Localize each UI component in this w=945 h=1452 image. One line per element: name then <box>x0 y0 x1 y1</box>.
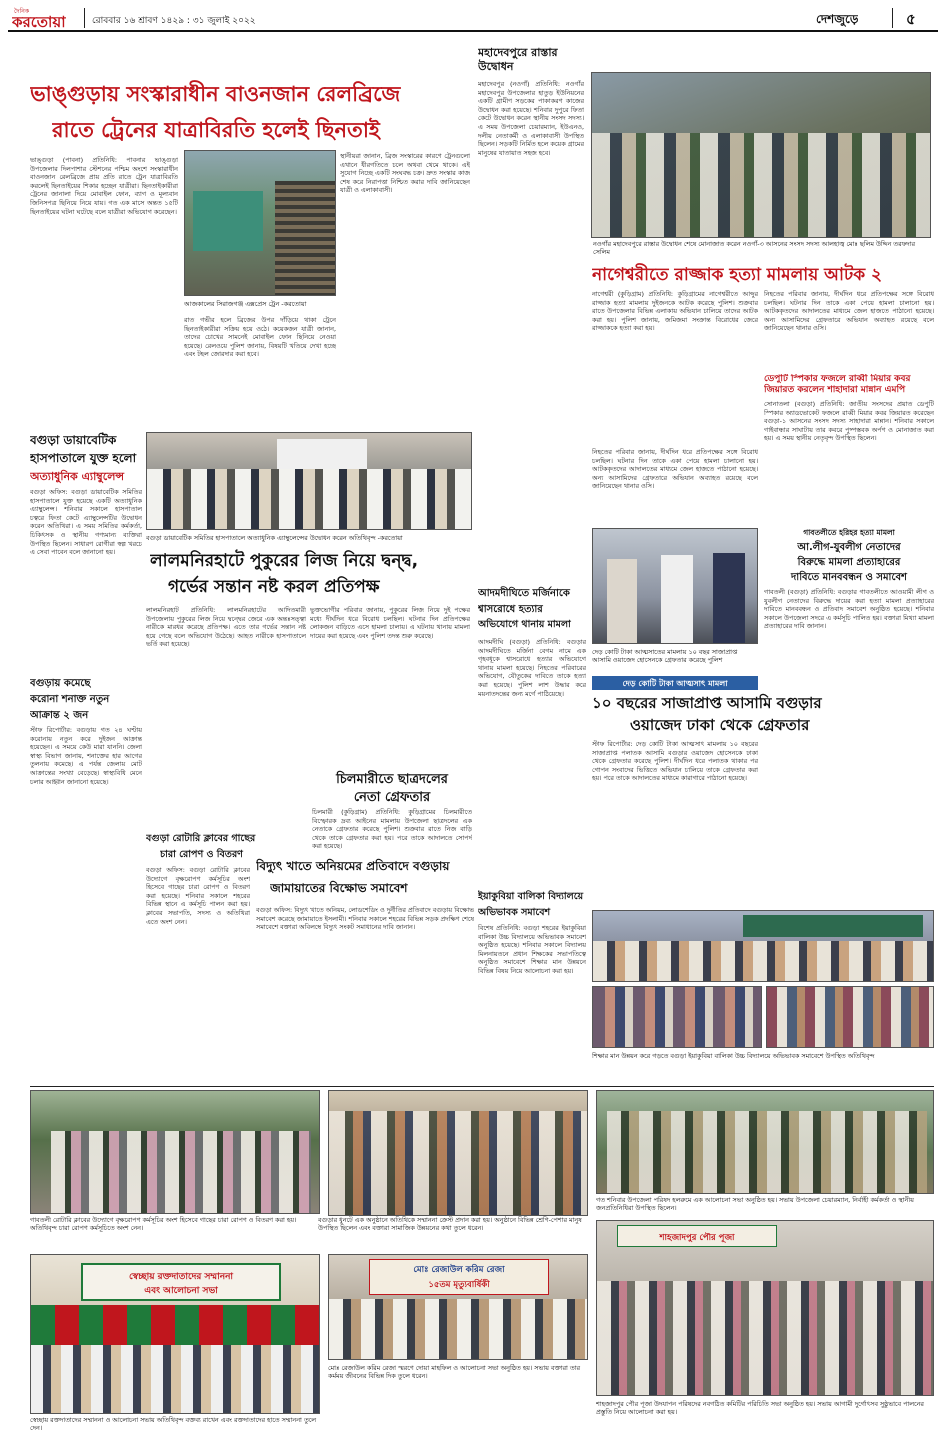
crowd-band <box>592 133 931 238</box>
lalmonirhat-body-2: ভুক্তভোগীর পরিবার জানায়, পুকুরের লিজ নিয়ে দুই পক্ষের মধ্যে দীর্ঘদিন ধরে বিরোধ চলছিল। ঘটনার দিন প্রতিপক্ষের লোকজন বাড়িতে এসে হামলা চালায়। এ ঘটনায় থানায় মামলা দায়ের করা হয়েছে এবং পুলিশ তদন্ত শুরু করেছে। <box>310 606 470 640</box>
adamdighi-headline-3: অভিযোগে থানায় মামলা <box>478 619 571 630</box>
road-photo <box>591 72 931 238</box>
murder-body-2: নিহতের পরিবার জানায়, দীর্ঘদিন ধরে প্রতিপক্ষের সঙ্গে বিরোধ চলছিল। ঘটনার দিন তাকে একা পেয়ে হামলা চালানো হয়। আটককৃতদের আদালতের মাধ্যমে জেল হাজতে পাঠানো হয়েছে। অন্য আসামিদের গ্রেফতারে অভিযান অব্যাহত রয়েছে বলে জানিয়েছেন থানার ওসি। <box>764 290 934 333</box>
arrest-photo <box>592 528 758 644</box>
crest-handover <box>329 1111 588 1216</box>
bottom-photo-2 <box>328 1090 588 1216</box>
lalmonirhat-headline-2: গর্ভের সন্তান নষ্ট করল প্রতিপক্ষ <box>168 577 380 597</box>
murder-body-1-cont: নিহতের পরিবার জানায়, দীর্ঘদিন ধরে প্রতিপক্ষের সঙ্গে বিরোধ চলছিল। ঘটনার দিন তাকে একা পেয়ে হামলা চালানো হয়। আটককৃতদের আদালতের মাধ্যমে জেল হাজতে পাঠানো হয়েছে। অন্য আসামিদের গ্রেফতারে অভিযান অব্যাহত রয়েছে বলে জানিয়েছেন থানার ওসি। <box>592 448 758 491</box>
deputy-headline: ডেপুটি স্পিকার ফজলে রাব্বী মিয়ার কবর জিয়ারত করলেন শাহাদারা মান্নান এমপি <box>764 374 911 395</box>
club-body: বগুড়া অফিস: বগুড়া রোটারি ক্লাবের উদ্যোগে বৃক্ষরোপণ কর্মসূচির অংশ হিসেবে গাছের চারা রোপণ ও বিতরণ করা হয়েছে। শনিবার সকালে শহরের বিভিন্ন স্থানে এ কর্মসূচি পালন করা হয়। ক্লাবের সভাপতি, সদস্য ও অতিথিরা এতে অংশ নেন। <box>146 866 250 926</box>
arrest-headline-1: ১০ বছরের সাজাপ্রাপ্ত আসামি বগুড়ার <box>592 694 822 712</box>
road-body: মহাদেবপুর (নওগাঁ) প্রতিনিধি: নওগাঁর মহাদেবপুর উপজেলার হাতুড় ইউনিয়নের একটি গ্রামীণ সড়কের পাকাকরণ কাজের উদ্বোধন করা হয়েছে। শনিবার দুপুরে ফিতা কেটে উদ্বোধন করেন স্থানীয় সংসদ সদস্য। এ সময় উপজেলা চেয়ারম্যান, ইউএনও, দলীয় নেতাকর্মী ও এলাকাবাসী উপস্থিত ছিলেন। সড়কটি নির্মিত হলে কয়েক গ্রামের মানুষের যাতায়াত সহজ হবে। <box>478 80 584 157</box>
green-red-curtain <box>31 1305 320 1345</box>
stage-guests <box>593 941 934 982</box>
lalmonirhat-body-1: লালমনিরহাট প্রতিনিধি: লালমনিরহাটের আদিতমারী উপজেলায় পুকুরের লিজ নিয়ে দ্বন্দ্বের জেরে এক অন্তঃসত্ত্বা নারীকে মারধর করেছে প্রতিপক্ষ। এতে তার গর্ভের সন্তান নষ্ট হয়ে গেছে বলে অভিযোগ উঠেছে। আহত নারীকে হাসপাতালে ভর্তি করা হয়েছে। <box>146 606 306 649</box>
person-right <box>713 553 745 644</box>
chhatradal-headline-2: নেতা গ্রেফতার <box>353 790 431 805</box>
electricity-headline-1: বিদ্যুৎ খাতে অনিয়মের প্রতিবাদে বগুড়ায় <box>256 859 450 873</box>
arrest-headline-2: ওয়াজেদ ঢাকা থেকে গ্রেফতার <box>630 716 810 734</box>
corona-headline-1: বগুড়ায় কমেছে <box>30 678 91 689</box>
lead-photo-caption: আজকালের সিরাজগঞ্জ এক্সপ্রেস ট্রেন -করতোয়া <box>184 300 307 308</box>
arrest-photo-caption: দেড় কোটি টাকা আত্মসাতের মামলায় ১০ বছর সাজাপ্রাপ্ত আসামি ওয়াজেদ হোসেনকে গ্রেফতার করেছে পুলিশ <box>592 648 738 664</box>
diabetic-headline-3: অত্যাধুনিক এ্যাম্বুলেন্স <box>30 470 125 483</box>
bottom-caption-5: মোঃ রেজাউল করিম রেজা স্মরণে দোয়া মাহফিল ও আলোচনা সভা অনুষ্ঠিত হয়। সভায় বক্তারা তার কর্মময় জীবনের বিভিন্ন দিক তুলে ধরেন। <box>328 1364 581 1380</box>
banner-2-line-1: মোঃ রেজাউল করিম রেজা <box>413 1265 505 1275</box>
road-title: মহাদেবপুরে রাস্তার উদ্বোধন <box>478 46 558 73</box>
road-photo-caption: নওগাঁর মহাদেবপুরে রাস্তার উদ্বোধন শেষে মোনাজাত করেন নওগাঁ-৩ আসনের সংসদ সদস্য আলহাজ্ব মোঃ ছলিম উদ্দিন তরফদার সেলিম <box>593 240 915 256</box>
diabetic-body: বগুড়া অফিস: বগুড়া ডায়াবেটিক সমিতির হাসপাতালে যুক্ত হয়েছে একটি অত্যাধুনিক এ্যাম্বুলেন্স। শনিবার সকালে হাসপাতাল চত্বরে ফিতা কেটে এ্যাম্বুলেন্সটির উদ্বোধন করেন অতিথিরা। এ সময় সমিতির কর্মকর্তা, চিকিৎসক ও স্থানীয় গণ্যমান্য ব্যক্তিরা উপস্থিত ছিলেন। সাধারণ রোগীরা স্বল্প খরচে এ সেবা পাবেন বলে জানানো হয়। <box>30 488 142 557</box>
arrest-band <box>592 676 758 690</box>
lead-body-1: ভাঙ্গুড়া (পাবনা) প্রতিনিধি: পাবনার ভাঙ্গুড়া উপজেলার দিলপাশার স্টেশনের পশ্চিম অংশে সংস্কারাধীন বাওনজান রেলব্রিজে প্রায় প্রতি রাতে ট্রেন যাত্রাবিরতি করলেই ছিনতাইয়ের শিকার হচ্ছেন যাত্রীরা। ছিনতাইকারীরা ট্রেনের জানালা দিয়ে মোবাইল ফোন, ব্যাগ ও মূল্যবান জিনিসপত্র ছিনিয়ে নিয়ে যায়। গত এক মাসে অন্তত ১৫টি ছিনতাইয়ের ঘটনা ঘটেছে বলে যাত্রীরা অভিযোগ করেছেন। <box>30 156 178 216</box>
arrest-body: স্টাফ রিপোর্টার: দেড় কোটি টাকা আত্মসাৎ মামলায় ১০ বছরের সাজাপ্রাপ্ত পলাতক আসামি বগুড়ার ওয়াজেদ হোসেনকে ঢাকা থেকে গ্রেফতার করেছে পুলিশ। দীর্ঘদিন ধরে পলাতক থাকার পর গোপন সংবাদের ভিত্তিতে অভিযান চালিয়ে তাকে গ্রেফতার করা হয়। পরে তাকে আদালতের মাধ্যমে কারাগারে পাঠানো হয়েছে। <box>592 740 758 783</box>
section-divider <box>892 8 893 28</box>
bottom-photo-6 <box>596 1220 934 1396</box>
lead-headline-2: রাতে ট্রেনের যাত্রাবিরতি হলেই ছিনতাই <box>52 118 380 142</box>
bottom-photo-1 <box>30 1090 320 1214</box>
bottom-photo-4 <box>30 1254 320 1414</box>
page-number: ৫ <box>906 10 916 28</box>
lead-photo <box>184 150 336 296</box>
section-name: দেশজুড়ে <box>816 12 859 26</box>
puja-audience <box>597 1281 934 1396</box>
school-headline-1: ইয়াকুবিয়া বালিকা বিদ্যালয়ে <box>478 891 584 902</box>
lead-body-3: স্থানীয়রা জানান, ব্রিজ সংস্কারের কারণে ট্রেনগুলো এখানে ধীরগতিতে চলে অথবা থেমে থাকে। এই সুযোগ নিচ্ছে একটি সংঘবদ্ধ চক্র। দ্রুত সংস্কার কাজ শেষ করে নিরাপত্তা নিশ্চিত করার দাবি জানিয়েছেন যাত্রী ও এলাকাবাসী। <box>340 152 470 195</box>
school-headline-2: অভিভাবক সমাবেশ <box>478 907 551 918</box>
rally-kicker: গাবতলীতে হরিহর হত্যা মামলা <box>803 528 895 537</box>
adamdighi-body: আদমদীঘি (বগুড়া) প্রতিনিধি: বগুড়ার আদমদীঘিতে মর্জিনা বেগম নামে এক গৃহবধূকে শ্বাসরোধে হত্যার অভিযোগে থানায় মামলা হয়েছে। নিহতের পরিবারের অভিযোগ, যৌতুকের দাবিতে তাকে হত্যা করা হয়েছে। পুলিশ লাশ উদ্ধার করে ময়নাতদন্তের জন্য মর্গে পাঠিয়েছে। <box>478 638 586 698</box>
murder-body-1: নাগেশ্বরী (কুড়িগ্রাম) প্রতিনিধি: কুড়িগ্রামের নাগেশ্বরীতে আব্দুর রাজ্জাক হত্যা মামলায় দুইজনকে আটক করেছে পুলিশ। শুক্রবার রাতে উপজেলার বিভিন্ন এলাকায় অভিযান চালিয়ে তাদের আটক করা হয়। পুলিশ জানায়, জমিজমা সংক্রান্ত বিরোধের জেরে রাজ্জাককে হত্যা করা হয়। <box>592 290 758 333</box>
diabetic-headline-1: বগুড়া ডায়াবেটিক <box>30 433 117 447</box>
person-left <box>607 559 637 644</box>
adamdighi-headline-2: শ্বাসরোধে হত্যার <box>478 604 543 615</box>
audience <box>31 1345 320 1414</box>
bottom-caption-1: গাবতলী রোটারি ক্লাবের উদ্যোগে বৃক্ষরোপণ কর্মসূচির অংশ হিসেবে গাছের চারা রোপণ ও বিতরণ করা হয়। অতিথিবৃন্দ চারা রোপণ কর্মসূচিতে অংশ নেন। <box>30 1216 297 1232</box>
rally-headline-1: আ.লীগ-যুবলীগ নেতাদের <box>797 542 901 553</box>
person-center <box>661 555 693 644</box>
adamdighi-headline-1: আদমদীঘিতে মর্জিনাকে <box>478 588 570 599</box>
banner-1-line-1: স্বেচ্ছায় রক্তদাতাদের সম্মাননা <box>128 1272 234 1282</box>
stage-banner <box>743 915 923 937</box>
corona-body: স্টাফ রিপোর্টার: বগুড়ায় গত ২৪ ঘণ্টায় করোনায় নতুন করে দুইজন আক্রান্ত হয়েছেন। এ সময়ে কেউ মারা যাননি। জেলা স্বাস্থ্য বিভাগ জানায়, শনাক্তের হার আগের তুলনায় কমেছে। এ পর্যন্ত জেলায় মোট আক্রান্তের সংখ্যা বেড়েছে। স্বাস্থ্যবিধি মেনে চলার আহ্বান জানানো হয়েছে। <box>30 726 142 786</box>
bottom-caption-2: বগুড়ার ধুনটে এক অনুষ্ঠানে অতিথিকে সম্মাননা ক্রেস্ট প্রদান করা হয়। অনুষ্ঠানে বিভিন্ন শ্রেণি-পেশার মানুষ উপস্থিত ছিলেন এবং বক্তারা সামাজিক উন্নয়নের কথা তুলে ধরেন। <box>318 1216 582 1232</box>
club-headline-1: বগুড়া রোটারি ক্লাবের গাছের <box>146 833 256 844</box>
chhatradal-headline-1: চিলমারীতে ছাত্রদলের <box>336 772 448 787</box>
murder-headline: নাগেশ্বরীতে রাজ্জাক হত্যা মামলায় আটক ২ <box>592 265 883 285</box>
corona-headline-3: আক্রান্ত ২ জন <box>30 710 89 721</box>
tree-planting-group <box>51 1131 311 1214</box>
masthead <box>8 6 938 32</box>
masthead-divider <box>84 8 85 28</box>
chhatradal-body: চিলমারী (কুড়িগ্রাম) প্রতিনিধি: কুড়িগ্রামের চিলমারীতে বিস্ফোরক দ্রব্য আইনের মামলায় উপজেলা ছাত্রদলের এক নেতাকে গ্রেফতার করেছে পুলিশ। শুক্রবার রাতে নিজ বাড়ি থেকে তাকে গ্রেফতার করা হয়। পরে তাকে আদালতে সোপর্দ করা হয়েছে। <box>312 808 472 851</box>
guests-group <box>147 469 472 530</box>
bottom-caption-3: গত শনিবার উপজেলা পরিষদ হলরুমে এক আলোচনা সভা অনুষ্ঠিত হয়। সভায় উপজেলা চেয়ারম্যান, নির্বাহী কর্মকর্তা ও স্থানীয় জনপ্রতিনিধিরা উপস্থিত ছিলেন। <box>596 1196 914 1212</box>
banner-1-line-2: এবং আলোচনা সভা <box>144 1286 218 1296</box>
banner-3-text: শাহজাদপুর পৌর পূজা <box>659 1233 735 1243</box>
bottom-separator <box>30 1086 934 1087</box>
school-photo-top <box>592 910 934 982</box>
diabetic-headline-2: হাসপাতালে যুক্ত হলো <box>30 451 137 465</box>
electricity-headline-2: জামায়াতের বিক্ষোভ সমাবেশ <box>270 881 408 895</box>
paper-label: দৈনিক <box>14 8 30 15</box>
lead-headline-1: ভাঙ্গুড়ায় সংস্কারাধীন বাওনজান রেলব্রিজে <box>30 82 401 106</box>
date-line: রোববার ১৬ শ্রাবণ ১৪২৯ : ৩১ জুলাই ২০২২ <box>92 16 256 26</box>
train-cars <box>193 191 263 251</box>
bottom-photo-3 <box>596 1090 934 1194</box>
memorial-audience <box>329 1299 588 1360</box>
field-group <box>607 1111 927 1194</box>
bottom-caption-4: স্বেচ্ছায় রক্তদাতাদের সম্মাননা ও আলোচনা সভায় অতিথিবৃন্দ বক্তব্য রাখেন এবং রক্তদাতাদের হাতে সম্মাননা তুলে দেন। <box>30 1416 317 1432</box>
memorial-banner <box>369 1259 549 1295</box>
rally-body: গাবতলী (বগুড়া) প্রতিনিধি: বগুড়ার গাবতলীতে আওয়ামী লীগ ও যুবলীগ নেতাদের বিরুদ্ধে দায়ের করা হত্যা মামলা প্রত্যাহারের দাবিতে মানববন্ধন ও প্রতিবাদ সমাবেশ অনুষ্ঠিত হয়েছে। শনিবার সকালে উপজেলা সদরে এ কর্মসূচি পালিত হয়। বক্তারা মিথ্যা মামলা প্রত্যাহারের দাবি জানান। <box>764 588 934 631</box>
lead-body-2: রাত গভীর হলে ব্রিজের উপর দাঁড়িয়ে থাকা ট্রেনে ছিনতাইকারীরা সক্রিয় হয়ে ওঠে। কয়েকজন যাত্রী জানান, তাদের চোখের সামনেই মোবাইল ফোন ছিনিয়ে নেওয়া হয়েছে। রেলওয়ে পুলিশ জানায়, বিষয়টি খতিয়ে দেখা হচ্ছে এবং টহল জোরদার করা হবে। <box>184 316 336 359</box>
banner-2-line-2: ১৫তম মৃত্যুবার্ষিকী <box>428 1280 490 1290</box>
arrest-band-label: দেড় কোটি টাকা আত্মসাৎ মামলা <box>622 679 728 688</box>
bottom-caption-6: শাহজাদপুর পৌর পূজা উদযাপন পরিষদের নবগঠিত কমিটির পরিচিতি সভা অনুষ্ঠিত হয়। সভায় আগামী দুর্গোৎসব সুষ্ঠুভাবে পালনের প্রস্তুতি নিয়ে আলোচনা করা হয়। <box>596 1400 924 1416</box>
corona-headline-2: করোনা শনাক্ত নতুন <box>30 694 110 705</box>
club-headline-2: চারা রোপণ ও বিতরণ <box>160 849 243 860</box>
railway-track <box>275 181 335 296</box>
deputy-body: সোনাতলা (বগুড়া) প্রতিনিধি: জাতীয় সংসদের প্রয়াত ডেপুটি স্পিকার অ্যাডভোকেট ফজলে রাব্বী মিয়ার কবর জিয়ারত করেছেন বগুড়া-১ আসনের সংসদ সদস্য সাহাদারা মান্নান। শনিবার সকালে গাইবান্ধার সাঘাটায় তার কবরে পুষ্পস্তবক অর্পণ ও মোনাজাত করা হয়। এ সময় স্থানীয় নেতৃবৃন্দ উপস্থিত ছিলেন। <box>764 400 934 443</box>
school-body: বিশেষ প্রতিনিধি: বগুড়া শহরের ইয়াকুবিয়া বালিকা উচ্চ বিদ্যালয়ে অভিভাবক সমাবেশ অনুষ্ঠিত হয়েছে। শনিবার সকালে বিদ্যালয় মিলনায়তনে প্রধান শিক্ষকের সভাপতিত্বে অনুষ্ঠিত সমাবেশে শিক্ষার মান উন্নয়নে বিভিন্ন বিষয় নিয়ে আলোচনা করা হয়। <box>478 924 586 975</box>
electricity-body: বগুড়া অফিস: বিদ্যুৎ খাতে অনিয়ম, লোডশেডিং ও দুর্নীতির প্রতিবাদে বগুড়ায় বিক্ষোভ সমাবেশ করেছে জামায়াতে ইসলামী। শনিবার সকালে শহরের বিভিন্ন সড়ক প্রদক্ষিণ শেষে সমাবেশে বক্তারা অবিলম্বে বিদ্যুৎ সংকট সমাধানের দাবি জানান। <box>256 906 474 932</box>
rally-headline-3: দাবিতে মানববন্ধন ও সমাবেশ <box>791 572 907 583</box>
school-photo-right <box>766 986 934 1048</box>
diabetic-photo-caption: বগুড়া ডায়াবেটিক সমিতির হাসপাতালে অত্যাধুনিক এ্যাম্বুলেন্সের উদ্বোধন করেন অতিথিবৃন্দ -করতোয়া <box>146 534 403 542</box>
blood-donor-banner <box>81 1263 281 1301</box>
school-photo-left <box>592 986 762 1048</box>
lalmonirhat-headline-1: লালমনিরহাটে পুকুরের লিজ নিয়ে দ্বন্দ্ব, <box>150 551 419 571</box>
paper-name: করতোয়া <box>12 13 66 31</box>
school-photo-caption: শিক্ষার মান উন্নয়ন করে গড়তে বগুড়া ইয়াকুবিয়া বালিকা উচ্চ বিদ্যালয়ে অভিভাবক সমাবেশে উপস্থিত অতিথিবৃন্দ <box>592 1052 875 1060</box>
puja-banner <box>617 1225 777 1247</box>
rally-headline-2: বিরুদ্ধে মামলা প্রত্যাহারের <box>797 557 901 568</box>
diabetic-photo <box>146 432 472 530</box>
bottom-photo-5 <box>328 1254 588 1360</box>
